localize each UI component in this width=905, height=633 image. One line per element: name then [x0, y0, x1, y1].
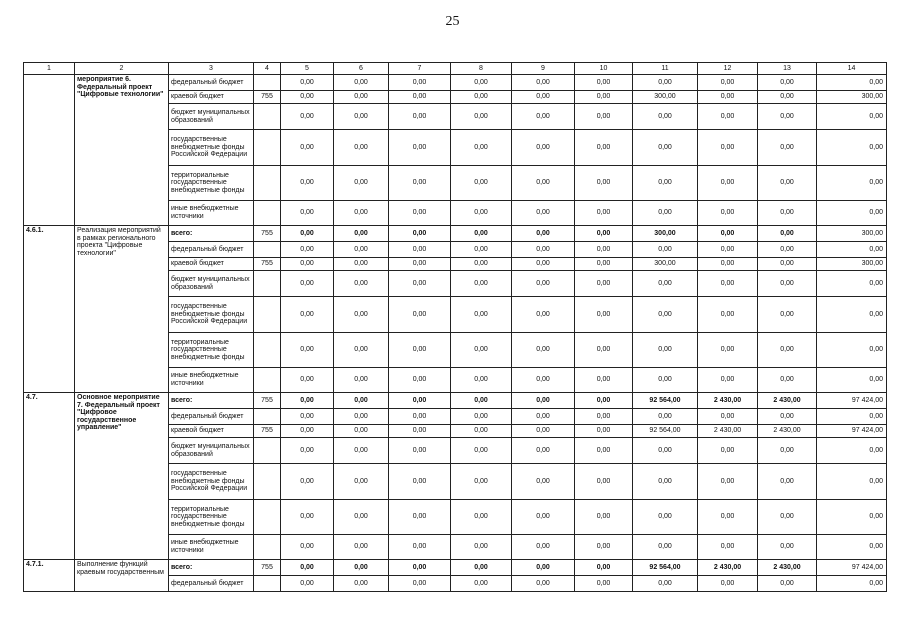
column-header: 6: [334, 63, 389, 75]
budget-code: [254, 104, 281, 130]
amount-cell: 0,00: [633, 409, 698, 425]
amount-cell: 0,00: [633, 333, 698, 368]
amount-cell: 0,00: [334, 75, 389, 91]
amount-cell: 0,00: [512, 242, 575, 258]
amount-cell: 0,00: [281, 438, 334, 464]
table-row: [24, 393, 887, 409]
amount-cell: 0,00: [334, 258, 389, 271]
amount-cell: 0,00: [633, 166, 698, 201]
amount-cell: 0,00: [575, 393, 633, 409]
amount-cell: 0,00: [451, 271, 512, 297]
amount-cell: 0,00: [334, 242, 389, 258]
amount-cell: 0,00: [389, 500, 451, 535]
amount-cell: 0,00: [451, 576, 512, 592]
funding-source: всего:: [169, 226, 254, 242]
amount-cell: 0,00: [512, 409, 575, 425]
amount-cell: 0,00: [334, 500, 389, 535]
item-number: 4.6.1.: [24, 226, 75, 393]
amount-cell: 0,00: [512, 91, 575, 104]
amount-cell: 0,00: [389, 166, 451, 201]
amount-cell: 0,00: [389, 333, 451, 368]
amount-cell: 0,00: [281, 242, 334, 258]
funding-source: федеральный бюджет: [169, 409, 254, 425]
amount-cell: 0,00: [334, 464, 389, 500]
budget-code: [254, 576, 281, 592]
amount-cell: 0,00: [633, 464, 698, 500]
amount-cell: 0,00: [451, 242, 512, 258]
amount-cell: 0,00: [281, 258, 334, 271]
item-name: Реализация мероприятий в рамках регионального проекта "Цифровые технологии": [75, 226, 169, 393]
amount-cell: 0,00: [758, 500, 817, 535]
amount-cell: 0,00: [451, 166, 512, 201]
item-name: Основное мероприятие 7. Федеральный проект "Цифровое государственное управление": [75, 393, 169, 560]
amount-cell: 0,00: [512, 560, 575, 576]
amount-cell: 0,00: [698, 226, 758, 242]
amount-cell: 0,00: [512, 226, 575, 242]
amount-cell: 0,00: [575, 75, 633, 91]
amount-cell: 0,00: [512, 258, 575, 271]
amount-cell: 0,00: [334, 130, 389, 166]
amount-cell: 0,00: [698, 130, 758, 166]
amount-cell: 0,00: [389, 130, 451, 166]
amount-cell: 0,00: [281, 166, 334, 201]
budget-code: 755: [254, 393, 281, 409]
budget-code: [254, 535, 281, 560]
amount-cell: 0,00: [451, 464, 512, 500]
column-header: 1: [24, 63, 75, 75]
amount-cell: 0,00: [451, 409, 512, 425]
amount-cell: 0,00: [817, 201, 887, 226]
amount-cell: 0,00: [512, 393, 575, 409]
amount-cell: 0,00: [512, 297, 575, 333]
amount-cell: 0,00: [817, 368, 887, 393]
amount-cell: 0,00: [389, 409, 451, 425]
funding-source: иные внебюджетные источники: [169, 201, 254, 226]
amount-cell: 0,00: [817, 271, 887, 297]
funding-source: всего:: [169, 560, 254, 576]
amount-cell: 0,00: [334, 438, 389, 464]
column-header: 3: [169, 63, 254, 75]
budget-code: [254, 368, 281, 393]
amount-cell: 0,00: [698, 409, 758, 425]
amount-cell: 0,00: [575, 576, 633, 592]
budget-code: 755: [254, 560, 281, 576]
amount-cell: 0,00: [817, 130, 887, 166]
amount-cell: 0,00: [575, 91, 633, 104]
column-header: 9: [512, 63, 575, 75]
amount-cell: 0,00: [389, 560, 451, 576]
amount-cell: 0,00: [512, 438, 575, 464]
amount-cell: 0,00: [698, 500, 758, 535]
amount-cell: 0,00: [817, 297, 887, 333]
amount-cell: 0,00: [451, 104, 512, 130]
amount-cell: 0,00: [758, 166, 817, 201]
amount-cell: 0,00: [389, 535, 451, 560]
amount-cell: 2 430,00: [698, 425, 758, 438]
amount-cell: 0,00: [451, 535, 512, 560]
item-number: 4.7.: [24, 393, 75, 560]
amount-cell: 0,00: [512, 425, 575, 438]
amount-cell: 0,00: [281, 201, 334, 226]
amount-cell: 0,00: [698, 242, 758, 258]
amount-cell: 0,00: [512, 201, 575, 226]
amount-cell: 0,00: [512, 333, 575, 368]
amount-cell: 0,00: [281, 500, 334, 535]
amount-cell: 0,00: [698, 91, 758, 104]
amount-cell: 0,00: [633, 297, 698, 333]
amount-cell: 0,00: [758, 535, 817, 560]
amount-cell: 0,00: [575, 425, 633, 438]
item-name: мероприятие 6. Федеральный проект "Цифровые технологии": [75, 75, 169, 226]
table-row: [24, 226, 887, 242]
amount-cell: 0,00: [817, 104, 887, 130]
amount-cell: 0,00: [451, 438, 512, 464]
amount-cell: 0,00: [389, 425, 451, 438]
budget-code: [254, 409, 281, 425]
amount-cell: 2 430,00: [758, 560, 817, 576]
amount-cell: 97 424,00: [817, 393, 887, 409]
amount-cell: 0,00: [451, 201, 512, 226]
amount-cell: 92 564,00: [633, 425, 698, 438]
amount-cell: 0,00: [389, 104, 451, 130]
table-row: [24, 75, 887, 91]
amount-cell: 0,00: [758, 464, 817, 500]
amount-cell: 0,00: [451, 130, 512, 166]
budget-code: [254, 438, 281, 464]
amount-cell: 97 424,00: [817, 425, 887, 438]
amount-cell: 0,00: [575, 226, 633, 242]
amount-cell: 0,00: [334, 393, 389, 409]
amount-cell: 0,00: [575, 258, 633, 271]
amount-cell: 0,00: [334, 425, 389, 438]
column-header: 13: [758, 63, 817, 75]
funding-source: федеральный бюджет: [169, 75, 254, 91]
amount-cell: 0,00: [334, 535, 389, 560]
amount-cell: 0,00: [698, 271, 758, 297]
amount-cell: 0,00: [281, 226, 334, 242]
amount-cell: 0,00: [758, 226, 817, 242]
item-number: 4.7.1.: [24, 560, 75, 592]
amount-cell: 0,00: [698, 576, 758, 592]
amount-cell: 0,00: [334, 271, 389, 297]
budget-code: [254, 500, 281, 535]
amount-cell: 0,00: [817, 500, 887, 535]
amount-cell: 0,00: [334, 226, 389, 242]
amount-cell: 0,00: [575, 297, 633, 333]
amount-cell: 0,00: [575, 333, 633, 368]
amount-cell: 0,00: [281, 464, 334, 500]
amount-cell: 0,00: [758, 333, 817, 368]
budget-code: [254, 75, 281, 91]
funding-source: всего:: [169, 393, 254, 409]
budget-code: 755: [254, 91, 281, 104]
amount-cell: 97 424,00: [817, 560, 887, 576]
column-header: 7: [389, 63, 451, 75]
amount-cell: 0,00: [451, 500, 512, 535]
amount-cell: 0,00: [281, 75, 334, 91]
amount-cell: 0,00: [633, 576, 698, 592]
amount-cell: 0,00: [389, 91, 451, 104]
amount-cell: 300,00: [817, 226, 887, 242]
amount-cell: 0,00: [758, 409, 817, 425]
funding-source: федеральный бюджет: [169, 576, 254, 592]
amount-cell: 0,00: [698, 297, 758, 333]
amount-cell: 92 564,00: [633, 393, 698, 409]
amount-cell: 2 430,00: [698, 393, 758, 409]
amount-cell: 0,00: [512, 166, 575, 201]
amount-cell: 0,00: [281, 425, 334, 438]
amount-cell: 0,00: [334, 166, 389, 201]
budget-table: [23, 62, 887, 592]
amount-cell: 2 430,00: [698, 560, 758, 576]
amount-cell: 0,00: [575, 535, 633, 560]
amount-cell: 0,00: [817, 166, 887, 201]
amount-cell: 0,00: [512, 535, 575, 560]
budget-code: 755: [254, 425, 281, 438]
column-header: 14: [817, 63, 887, 75]
amount-cell: 0,00: [633, 104, 698, 130]
amount-cell: 0,00: [281, 368, 334, 393]
amount-cell: 0,00: [334, 409, 389, 425]
budget-code: [254, 333, 281, 368]
amount-cell: 0,00: [451, 368, 512, 393]
budget-code: [254, 166, 281, 201]
amount-cell: 0,00: [575, 438, 633, 464]
amount-cell: 0,00: [817, 464, 887, 500]
item-number: [24, 75, 75, 226]
amount-cell: 0,00: [281, 297, 334, 333]
amount-cell: 0,00: [698, 104, 758, 130]
column-header: 11: [633, 63, 698, 75]
amount-cell: 0,00: [389, 242, 451, 258]
funding-source: территориальные государственные внебюджетные фонды: [169, 333, 254, 368]
amount-cell: 0,00: [817, 333, 887, 368]
amount-cell: 0,00: [334, 104, 389, 130]
budget-code: [254, 464, 281, 500]
amount-cell: 0,00: [575, 166, 633, 201]
amount-cell: 0,00: [758, 297, 817, 333]
amount-cell: 0,00: [451, 91, 512, 104]
amount-cell: 0,00: [334, 297, 389, 333]
budget-code: [254, 297, 281, 333]
amount-cell: 0,00: [633, 242, 698, 258]
header-row: [24, 63, 887, 75]
amount-cell: 0,00: [575, 560, 633, 576]
funding-source: краевой бюджет: [169, 425, 254, 438]
amount-cell: 0,00: [389, 438, 451, 464]
amount-cell: 0,00: [512, 368, 575, 393]
amount-cell: 0,00: [281, 104, 334, 130]
amount-cell: 0,00: [281, 91, 334, 104]
amount-cell: 0,00: [575, 409, 633, 425]
funding-source: краевой бюджет: [169, 91, 254, 104]
funding-source: иные внебюджетные источники: [169, 535, 254, 560]
amount-cell: 0,00: [633, 271, 698, 297]
amount-cell: 0,00: [512, 104, 575, 130]
amount-cell: 2 430,00: [758, 393, 817, 409]
amount-cell: 0,00: [451, 75, 512, 91]
amount-cell: 0,00: [451, 333, 512, 368]
amount-cell: 0,00: [698, 464, 758, 500]
amount-cell: 0,00: [451, 258, 512, 271]
amount-cell: 0,00: [575, 242, 633, 258]
amount-cell: 0,00: [451, 560, 512, 576]
amount-cell: 0,00: [512, 75, 575, 91]
amount-cell: 0,00: [389, 75, 451, 91]
table-row: [24, 560, 887, 576]
amount-cell: 0,00: [758, 75, 817, 91]
funding-source: бюджет муниципальных образований: [169, 104, 254, 130]
amount-cell: 0,00: [512, 576, 575, 592]
amount-cell: 300,00: [633, 91, 698, 104]
page-number: 25: [445, 14, 460, 29]
amount-cell: 0,00: [698, 368, 758, 393]
funding-source: краевой бюджет: [169, 258, 254, 271]
amount-cell: 0,00: [281, 271, 334, 297]
funding-source: территориальные государственные внебюджетные фонды: [169, 500, 254, 535]
column-header: 2: [75, 63, 169, 75]
amount-cell: 0,00: [389, 393, 451, 409]
amount-cell: 0,00: [575, 368, 633, 393]
amount-cell: 0,00: [512, 130, 575, 166]
budget-code: [254, 130, 281, 166]
amount-cell: 0,00: [334, 368, 389, 393]
amount-cell: 0,00: [817, 576, 887, 592]
amount-cell: 0,00: [451, 393, 512, 409]
amount-cell: 0,00: [389, 201, 451, 226]
amount-cell: 0,00: [817, 409, 887, 425]
amount-cell: 0,00: [633, 535, 698, 560]
amount-cell: 0,00: [575, 464, 633, 500]
item-name: Выполнение функций краевым государственным: [75, 560, 169, 592]
amount-cell: 0,00: [281, 560, 334, 576]
amount-cell: 0,00: [389, 271, 451, 297]
amount-cell: 0,00: [698, 201, 758, 226]
amount-cell: 0,00: [281, 333, 334, 368]
amount-cell: 0,00: [389, 464, 451, 500]
amount-cell: 0,00: [698, 258, 758, 271]
amount-cell: 0,00: [817, 242, 887, 258]
funding-source: иные внебюджетные источники: [169, 368, 254, 393]
amount-cell: 300,00: [817, 91, 887, 104]
amount-cell: 0,00: [817, 535, 887, 560]
amount-cell: 0,00: [698, 535, 758, 560]
amount-cell: 0,00: [758, 576, 817, 592]
amount-cell: 0,00: [281, 535, 334, 560]
budget-code: [254, 242, 281, 258]
amount-cell: 0,00: [758, 91, 817, 104]
amount-cell: 0,00: [758, 201, 817, 226]
amount-cell: 0,00: [698, 333, 758, 368]
amount-cell: 2 430,00: [758, 425, 817, 438]
budget-code: [254, 201, 281, 226]
amount-cell: 0,00: [389, 368, 451, 393]
amount-cell: 0,00: [512, 464, 575, 500]
amount-cell: 0,00: [389, 226, 451, 242]
amount-cell: 0,00: [575, 500, 633, 535]
amount-cell: 0,00: [512, 500, 575, 535]
budget-code: 755: [254, 258, 281, 271]
funding-source: бюджет муниципальных образований: [169, 271, 254, 297]
amount-cell: 0,00: [758, 368, 817, 393]
amount-cell: 0,00: [817, 75, 887, 91]
amount-cell: 0,00: [334, 91, 389, 104]
funding-source: государственные внебюджетные фонды Российской Федерации: [169, 130, 254, 166]
amount-cell: 0,00: [758, 130, 817, 166]
amount-cell: 0,00: [633, 75, 698, 91]
amount-cell: 0,00: [334, 576, 389, 592]
amount-cell: 0,00: [698, 75, 758, 91]
funding-source: государственные внебюджетные фонды Российской Федерации: [169, 297, 254, 333]
amount-cell: 0,00: [575, 201, 633, 226]
amount-cell: 0,00: [512, 271, 575, 297]
column-header: 12: [698, 63, 758, 75]
funding-source: государственные внебюджетные фонды Российской Федерации: [169, 464, 254, 500]
amount-cell: 0,00: [281, 576, 334, 592]
amount-cell: 0,00: [633, 201, 698, 226]
column-header: 10: [575, 63, 633, 75]
amount-cell: 0,00: [389, 297, 451, 333]
amount-cell: 0,00: [334, 560, 389, 576]
amount-cell: 0,00: [633, 438, 698, 464]
amount-cell: 0,00: [758, 271, 817, 297]
amount-cell: 300,00: [817, 258, 887, 271]
amount-cell: 0,00: [389, 576, 451, 592]
amount-cell: 0,00: [334, 333, 389, 368]
amount-cell: 0,00: [633, 130, 698, 166]
amount-cell: 0,00: [698, 166, 758, 201]
amount-cell: 0,00: [633, 500, 698, 535]
amount-cell: 0,00: [633, 368, 698, 393]
column-header: 4: [254, 63, 281, 75]
column-header: 8: [451, 63, 512, 75]
amount-cell: 300,00: [633, 226, 698, 242]
amount-cell: 0,00: [334, 201, 389, 226]
amount-cell: 0,00: [758, 438, 817, 464]
budget-table-body: [24, 63, 887, 592]
amount-cell: 0,00: [451, 297, 512, 333]
amount-cell: 0,00: [758, 242, 817, 258]
amount-cell: 0,00: [281, 393, 334, 409]
funding-source: территориальные государственные внебюджетные фонды: [169, 166, 254, 201]
amount-cell: 0,00: [451, 425, 512, 438]
amount-cell: 0,00: [698, 438, 758, 464]
amount-cell: 0,00: [389, 258, 451, 271]
budget-code: [254, 271, 281, 297]
budget-code: 755: [254, 226, 281, 242]
amount-cell: 0,00: [575, 130, 633, 166]
amount-cell: 0,00: [817, 438, 887, 464]
funding-source: федеральный бюджет: [169, 242, 254, 258]
amount-cell: 0,00: [281, 130, 334, 166]
column-header: 5: [281, 63, 334, 75]
amount-cell: 0,00: [758, 258, 817, 271]
amount-cell: 0,00: [575, 271, 633, 297]
amount-cell: 0,00: [451, 226, 512, 242]
funding-source: бюджет муниципальных образований: [169, 438, 254, 464]
amount-cell: 0,00: [575, 104, 633, 130]
amount-cell: 0,00: [281, 409, 334, 425]
amount-cell: 0,00: [758, 104, 817, 130]
amount-cell: 92 564,00: [633, 560, 698, 576]
amount-cell: 300,00: [633, 258, 698, 271]
